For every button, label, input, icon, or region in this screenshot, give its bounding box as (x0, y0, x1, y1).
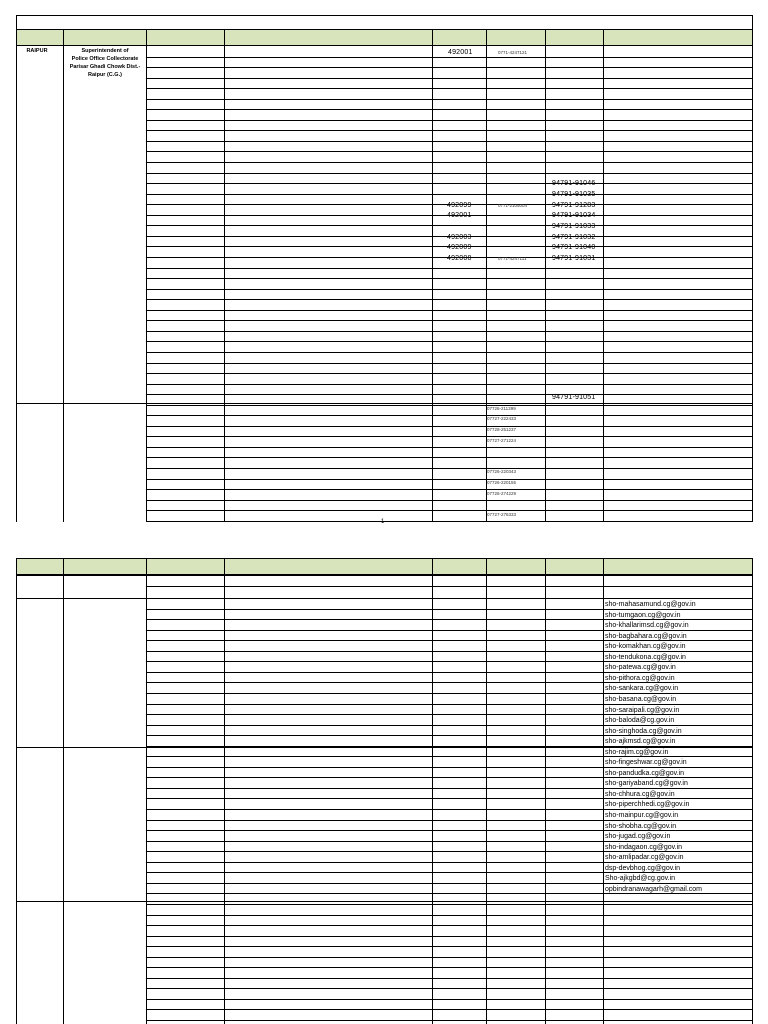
grid-line (146, 415, 752, 416)
grid-line (146, 457, 752, 458)
grid-line (16, 901, 752, 902)
email-address: sho-gariyaband.cg@gov.in (605, 780, 688, 787)
grid-line (146, 67, 752, 68)
grid-line (146, 936, 752, 937)
grid-line (146, 1009, 752, 1010)
email-address: dsp-devbhog.cg@gov.in (605, 865, 681, 872)
phone-number: 07726-274229 (487, 491, 517, 496)
office-line: Police Office Collectorate (71, 56, 139, 62)
grid-line (146, 915, 752, 916)
email-address: sho-sankara.cg@gov.in (605, 685, 679, 692)
grid-line (146, 310, 752, 311)
grid-line (146, 141, 752, 142)
grid-line (146, 88, 752, 89)
grid-line (146, 183, 752, 184)
email-address: sho-rajim.cg@gov.in (605, 749, 669, 756)
email-address: sho-bagbahara.cg@gov.in (605, 633, 687, 640)
grid-line (146, 78, 752, 79)
grid-line (146, 341, 752, 342)
grid-line (146, 904, 752, 905)
grid-line (146, 268, 752, 269)
grid-line (146, 173, 752, 174)
mobile-number: 94791-91031 (552, 255, 596, 262)
pin-code: 492001 (447, 212, 472, 219)
mobile-number: 94791-91046 (552, 180, 596, 187)
email-address: opbindranawagarh@gmail.com (605, 886, 702, 893)
grid-line (224, 29, 225, 522)
email-address: sho-pithora.cg@gov.in (605, 675, 675, 682)
grid-line (146, 500, 752, 501)
email-address: sho-indagaon.cg@gov.in (605, 844, 683, 851)
email-address: sho-piperchhedi.cg@gov.in (605, 801, 690, 808)
office-line: Parisar Ghadi Chowk Dist.- (69, 64, 141, 70)
email-address: sho-komakhan.cg@gov.in (605, 643, 686, 650)
header-row (16, 29, 753, 46)
grid-line (146, 384, 752, 385)
grid-line (146, 988, 752, 989)
grid-line (146, 99, 752, 100)
grid-line (16, 575, 752, 576)
mobile-number: 94791-91051 (552, 394, 596, 401)
email-address: sho-chhura.cg@gov.in (605, 791, 675, 798)
grid-line (146, 521, 752, 522)
mobile-number: 94791-91283 (552, 202, 596, 209)
grid-line (146, 109, 752, 110)
grid-line (146, 130, 752, 131)
title-row (16, 15, 753, 30)
mobile-number: 94791-91033 (552, 223, 596, 230)
email-address: sho-shobha.cg@gov.in (605, 823, 677, 830)
phone-number: 07727-271224 (487, 438, 517, 443)
grid-line (16, 29, 17, 522)
grid-line (146, 225, 752, 226)
office-line: Raipur (C.G.) (88, 72, 122, 78)
grid-line (146, 405, 752, 406)
grid-line (146, 151, 752, 152)
grid-line (146, 331, 752, 332)
grid-line (146, 967, 752, 968)
email-address: sho-amlipadar.cg@gov.in (605, 854, 684, 861)
grid-line (224, 558, 225, 1024)
phone-number: 07728-251237 (487, 427, 517, 432)
phone-number: 0771-4247111 (498, 256, 527, 261)
phone-number: 0771-4247121 (498, 50, 528, 55)
grid-line (146, 320, 752, 321)
grid-line (146, 436, 752, 437)
grid-line (16, 598, 752, 599)
grid-line (603, 558, 604, 1024)
grid-line (16, 403, 752, 404)
pin-code: 492003 (447, 234, 472, 241)
mobile-number: 94791-91040 (552, 244, 596, 251)
header-row (16, 558, 753, 575)
grid-line (432, 558, 433, 1024)
mobile-number: 94791-91034 (552, 212, 596, 219)
email-address: sho-mainpur.cg@gov.in (605, 812, 679, 819)
grid-line (146, 586, 752, 587)
grid-line (545, 29, 546, 522)
mobile-number: 94791-91032 (552, 234, 596, 241)
grid-line (146, 363, 752, 364)
grid-line (146, 299, 752, 300)
email-address: sho-pandudka.cg@gov.in (605, 770, 684, 777)
grid-line (146, 373, 752, 374)
phone-number: 07727-276333 (487, 512, 517, 517)
district-cell: RAIPUR (26, 48, 48, 54)
email-address: sho-ajkmsd.cg@gov.in (605, 738, 676, 745)
phone-number: 07726-211399 (487, 406, 516, 411)
email-address: sho-jugad.cg@gov.in (605, 833, 671, 840)
grid-line (752, 558, 753, 1024)
grid-line (432, 29, 433, 522)
email-address: sho-patewa.cg@gov.in (605, 664, 676, 671)
grid-line (146, 468, 752, 469)
office-address-cell (64, 47, 146, 79)
grid-line (146, 278, 752, 279)
grid-line (146, 394, 752, 395)
email-address: sho-baloda@cg.gov.in (605, 717, 675, 724)
grid-line (146, 120, 752, 121)
grid-line (603, 29, 604, 522)
grid-line (16, 558, 17, 1024)
pin-code: 492001 (448, 49, 473, 56)
email-address: sho-khallarimsd.cg@gov.in (605, 622, 689, 629)
page-number: 1 (381, 519, 385, 525)
grid-line (146, 194, 752, 195)
email-address: sho-fingeshwar.cg@gov.in (605, 759, 687, 766)
grid-line (146, 558, 147, 1024)
grid-line (545, 558, 546, 1024)
email-address: sho-basana.cg@gov.in (605, 696, 677, 703)
grid-line (486, 558, 487, 1024)
grid-line (752, 29, 753, 522)
pin-code: 492009 (447, 244, 472, 251)
grid-line (146, 957, 752, 958)
grid-line (146, 925, 752, 926)
email-address: Sho-ajkgbd@cg.gov.in (605, 875, 676, 882)
grid-line (146, 289, 752, 290)
email-address: sho-mahasamund.cg@gov.in (605, 601, 696, 608)
grid-line (146, 946, 752, 947)
grid-line (146, 1020, 752, 1021)
grid-line (146, 447, 752, 448)
phone-number: 0771-2105004 (498, 203, 528, 208)
grid-line (146, 510, 752, 511)
mobile-number: 94791-91035 (552, 191, 596, 198)
pin-code: 492008 (447, 255, 472, 262)
sheet-page-2 (16, 558, 753, 1024)
phone-number: 07727-222433 (487, 416, 517, 421)
email-address: sho-saraipali.cg@gov.in (605, 707, 680, 714)
grid-line (146, 29, 147, 522)
grid-line (146, 162, 752, 163)
office-line: Superintendent of (81, 48, 129, 54)
grid-line (63, 558, 64, 1024)
email-address: sho-tumgaon.cg@gov.in (605, 612, 681, 619)
grid-line (146, 489, 752, 490)
grid-line (486, 29, 487, 522)
pin-code: 492099 (447, 202, 472, 209)
phone-number: 07726-220155 (487, 480, 517, 485)
grid-line (146, 479, 752, 480)
phone-number: 07726-220343 (487, 469, 517, 474)
sheet-page-1 (16, 15, 753, 522)
grid-line (63, 29, 64, 522)
email-address: sho-tendukona.cg@gov.in (605, 654, 686, 661)
email-address: sho-singhoda.cg@gov.in (605, 728, 682, 735)
grid-line (146, 426, 752, 427)
grid-line (146, 999, 752, 1000)
grid-line (146, 978, 752, 979)
grid-line (146, 352, 752, 353)
